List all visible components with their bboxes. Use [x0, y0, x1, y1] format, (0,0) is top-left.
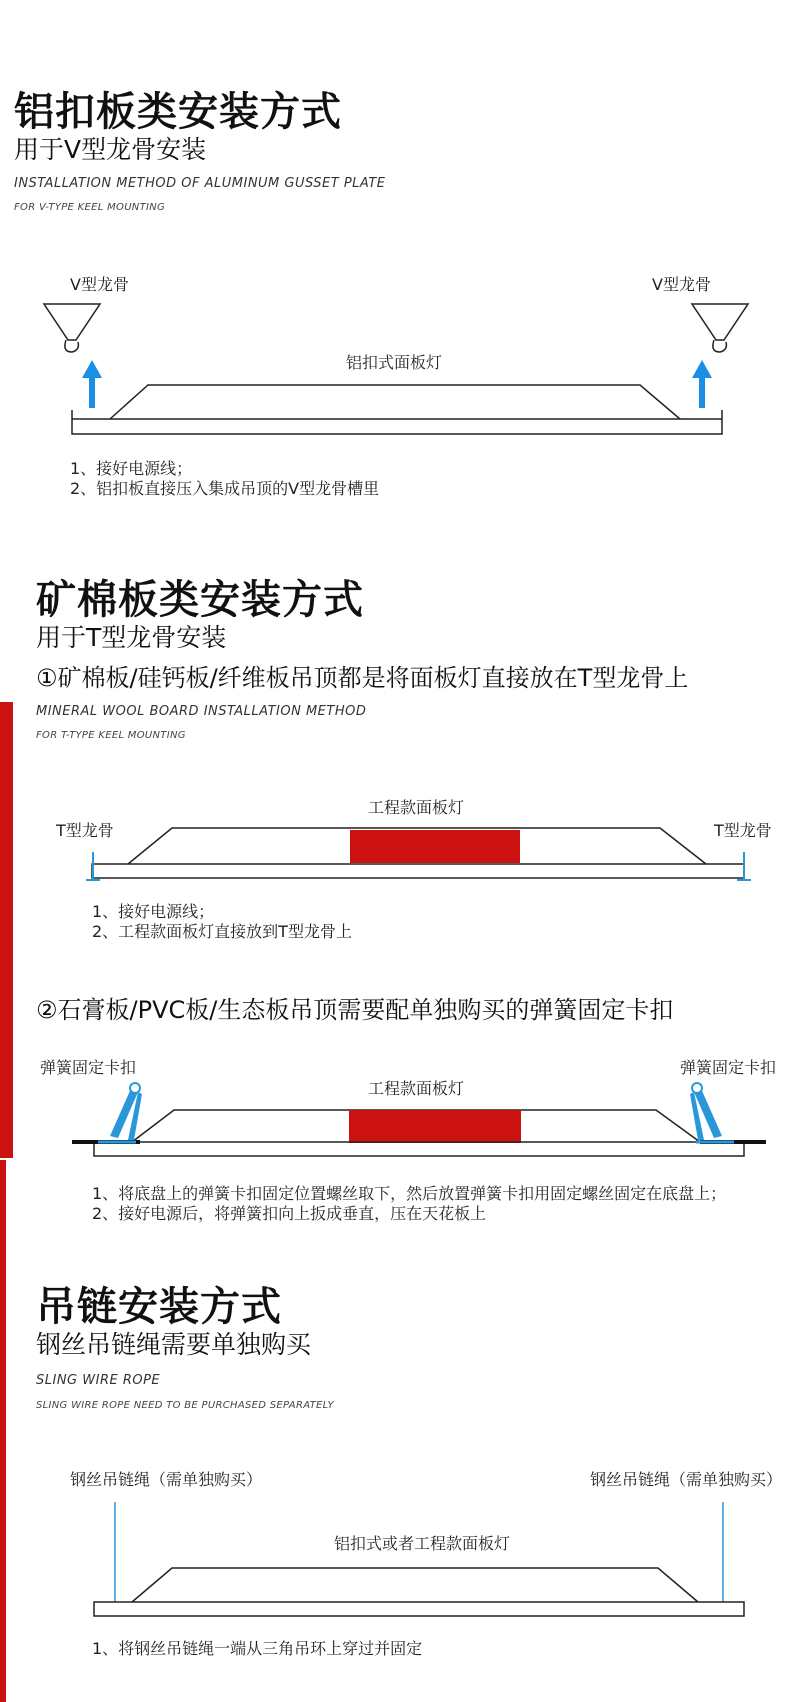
v-keel-label-left: V型龙骨 — [70, 275, 129, 294]
v-keel-icon — [692, 304, 748, 352]
wire-rope-label-left: 钢丝吊链绳（需单独购买） — [70, 1470, 263, 1489]
section2-en-title: MINERAL WOOL BOARD INSTALLATION METHOD — [36, 704, 367, 719]
t-keel-label-right: T型龙骨 — [714, 821, 772, 840]
section1-title: 铝扣板类安装方式 — [14, 89, 342, 135]
section2-note-1: ①矿棉板/硅钙板/纤维板吊顶都是将面板灯直接放在T型龙骨上 — [36, 664, 689, 692]
t-keel-icon — [86, 852, 100, 880]
up-arrow-icon — [692, 360, 712, 408]
section3-diagram — [0, 1490, 790, 1630]
spring-clip-label-left: 弹簧固定卡扣 — [40, 1058, 137, 1077]
section2-diagram-spring-clip — [0, 1070, 790, 1190]
panel-label-engineering: 工程款面板灯 — [368, 798, 465, 817]
section1-step-1: 1、接好电源线； — [70, 459, 193, 478]
section2-title: 矿棉板类安装方式 — [36, 577, 364, 623]
section2-note-2: ②石膏板/PVC板/生态板吊顶需要配单独购买的弹簧固定卡扣 — [36, 996, 674, 1024]
panel-label-aluminum-or-engineering: 铝扣式或者工程款面板灯 — [334, 1534, 511, 1553]
v-keel-icon — [44, 304, 100, 352]
panel-label-aluminum: 铝扣式面板灯 — [346, 353, 443, 372]
spring-clip-icon — [690, 1083, 734, 1142]
section2-step2-1: 1、将底盘上的弹簧卡扣固定位置螺丝取下，然后放置弹簧卡扣用固定螺丝固定在底盘上； — [92, 1184, 727, 1203]
section2-step-1: 1、接好电源线； — [92, 902, 215, 921]
section3-step-1: 1、将钢丝吊链绳一端从三角吊环上穿过并固定 — [92, 1639, 423, 1658]
section3-en-subtitle: SLING WIRE ROPE NEED TO BE PURCHASED SEPARATELY — [36, 1400, 334, 1411]
v-keel-label-right: V型龙骨 — [652, 275, 711, 294]
t-keel-label-left: T型龙骨 — [56, 821, 114, 840]
section3-en-title: SLING WIRE ROPE — [36, 1373, 161, 1388]
up-arrow-icon — [82, 360, 102, 408]
section2-subtitle: 用于T型龙骨安装 — [36, 623, 227, 652]
spring-clip-label-right: 弹簧固定卡扣 — [680, 1058, 777, 1077]
wire-rope-label-right: 钢丝吊链绳（需单独购买） — [590, 1470, 783, 1489]
t-keel-icon — [737, 852, 751, 880]
section2-step2-2: 2、接好电源后，将弹簧扣向上扳成垂直，压在天花板上 — [92, 1204, 487, 1223]
section1-step-2: 2、铝扣板直接压入集成吊顶的V型龙骨槽里 — [70, 479, 380, 498]
section1-en-subtitle: FOR V-TYPE KEEL MOUNTING — [14, 202, 166, 213]
panel-label-engineering-2: 工程款面板灯 — [368, 1079, 465, 1098]
section3-title: 吊链安装方式 — [36, 1284, 282, 1330]
section3-subtitle: 钢丝吊链绳需要单独购买 — [36, 1330, 312, 1359]
section2-en-subtitle: FOR T-TYPE KEEL MOUNTING — [36, 730, 186, 741]
section1-en-title: INSTALLATION METHOD OF ALUMINUM GUSSET PLATE — [14, 176, 386, 191]
section1-subtitle: 用于V型龙骨安装 — [14, 135, 207, 164]
section2-step-2: 2、工程款面板灯直接放到T型龙骨上 — [92, 922, 352, 941]
spring-clip-icon — [98, 1083, 142, 1142]
